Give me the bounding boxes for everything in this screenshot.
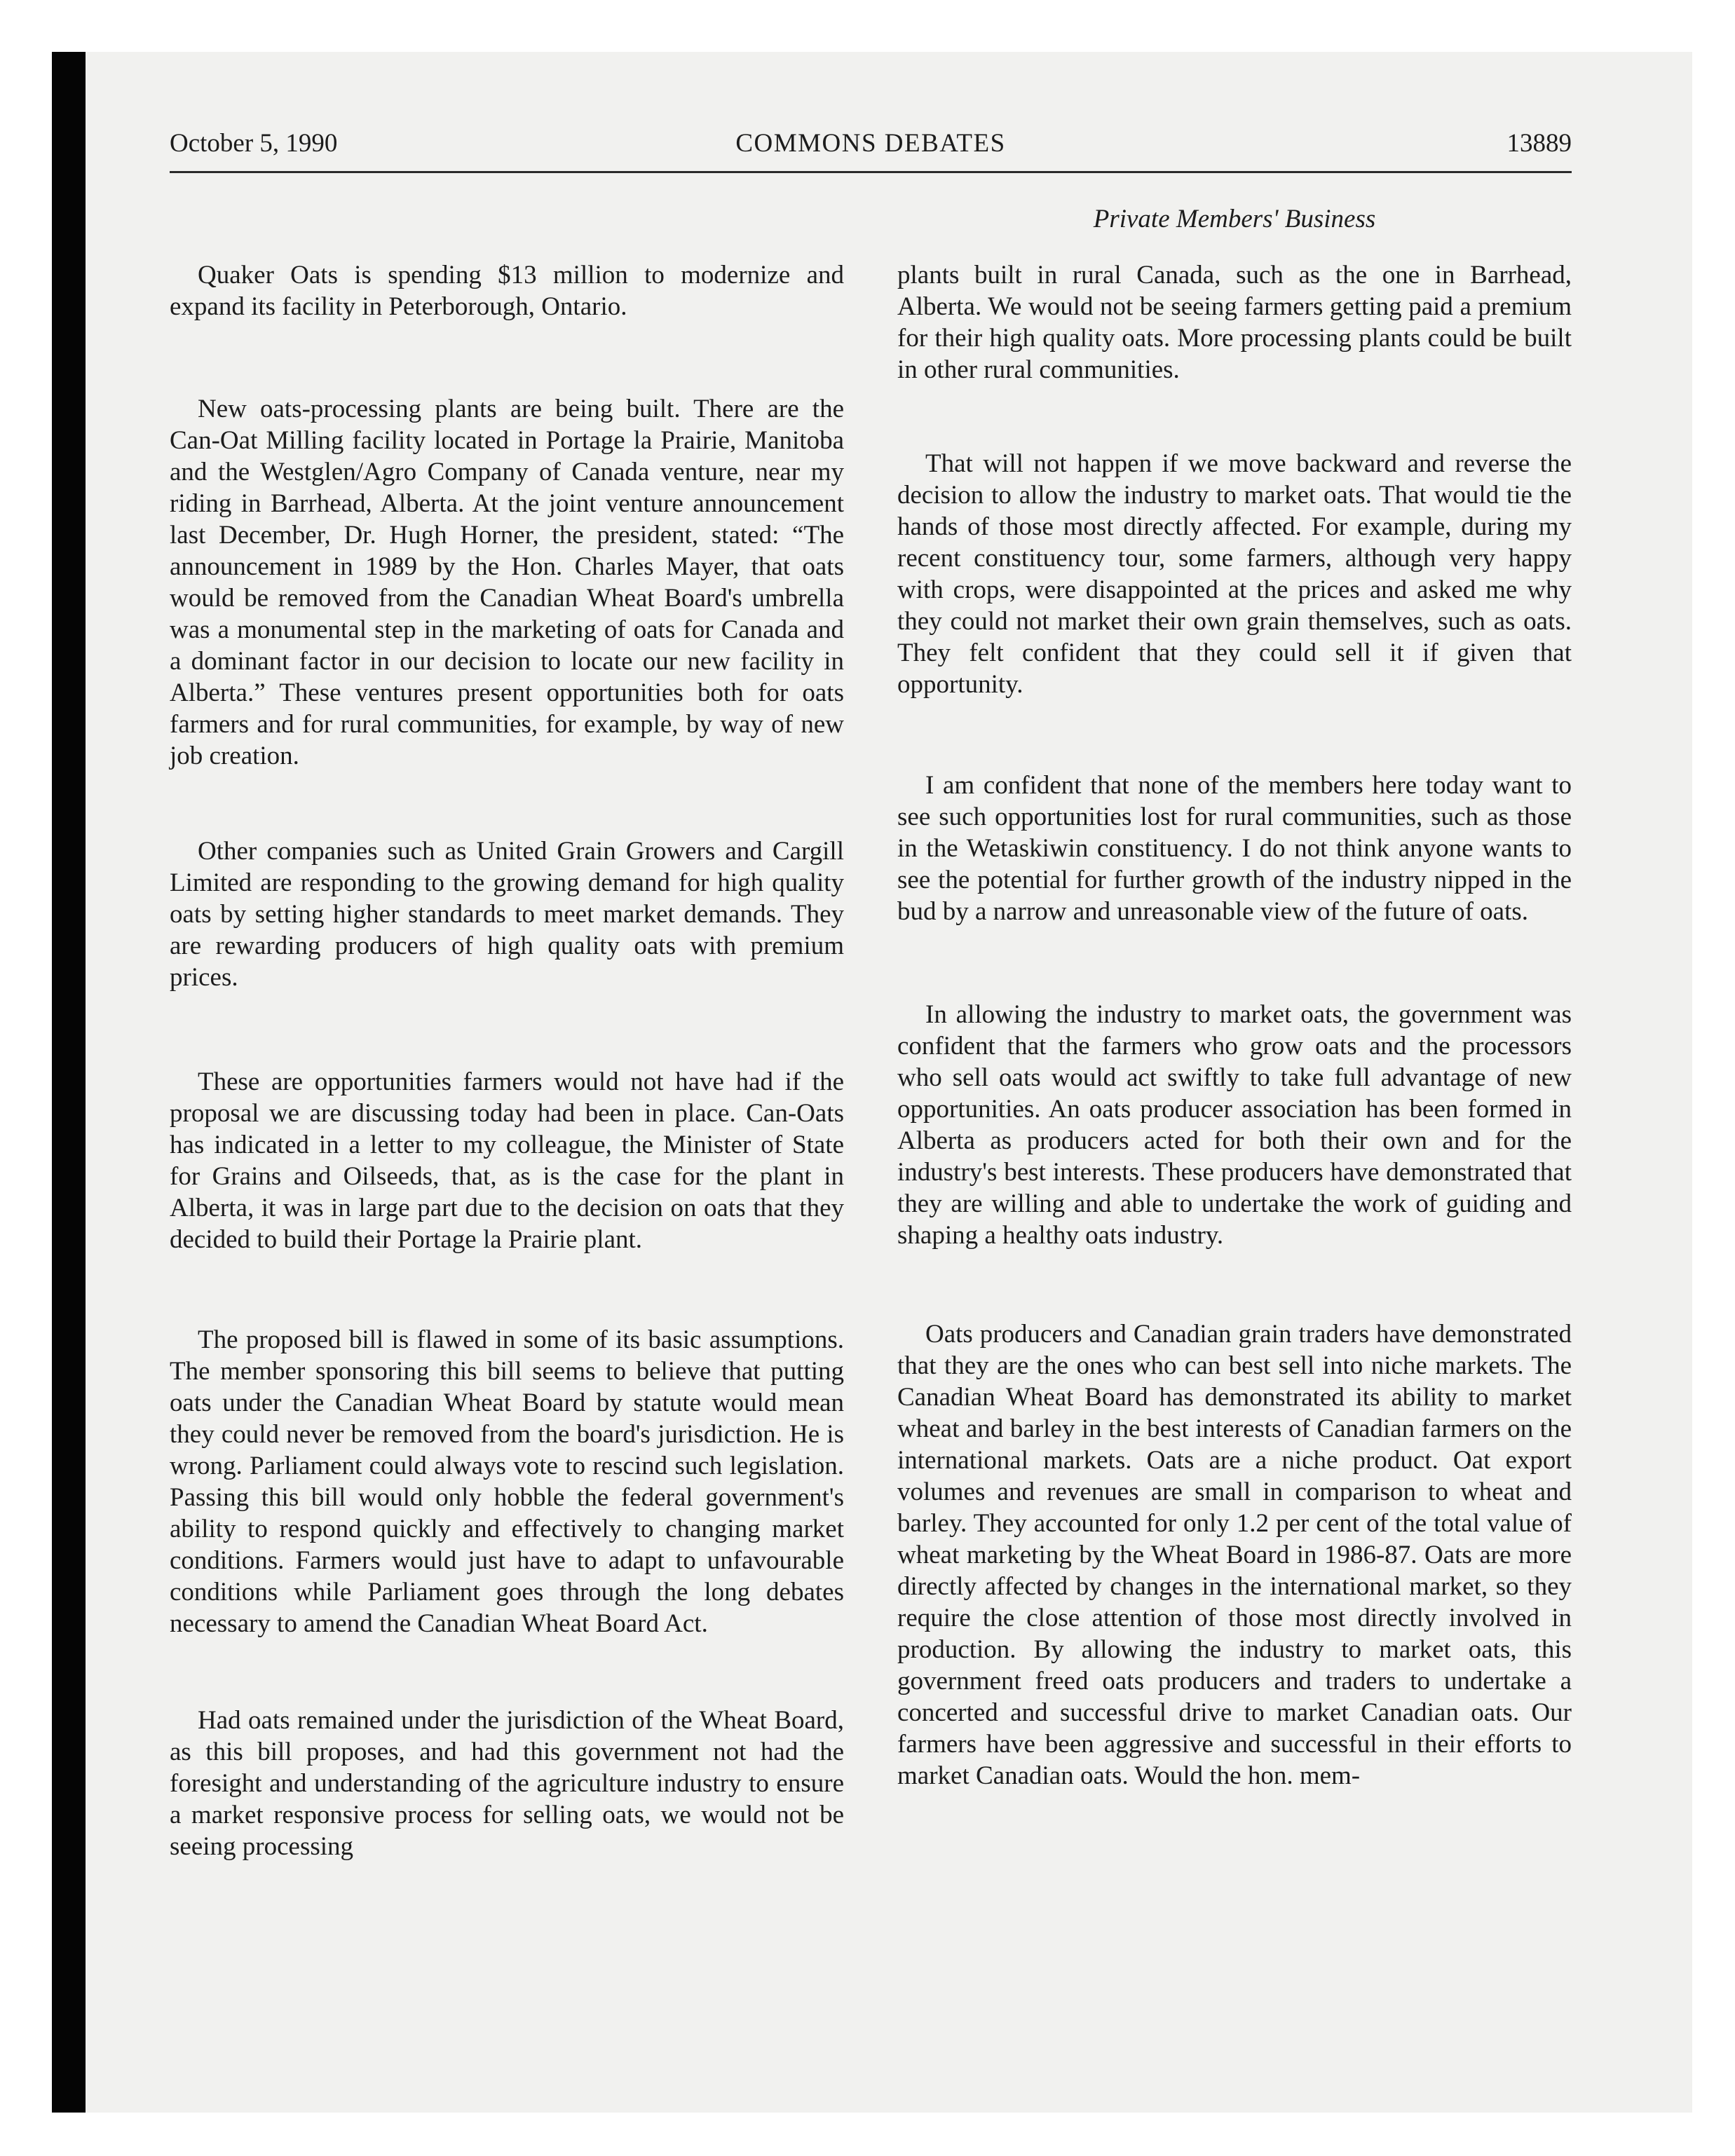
paragraph: Had oats remained under the jurisdiction of the Wheat Board, as this bill proposes, and had this government not had the foresight and understanding of the agriculture industry to ensure a market responsive process for selling oats, we would not be seeing processing (170, 1706, 844, 1861)
paragraph: I am confident that none of the members here today want to see such opportunities lost for rural communities, such as those in the Wetaskiwin constituency. I do not think anyone wants to see the potential for further growth of the industry nipped in the bud by a narrow and unreasonable view of the future of oats. (897, 771, 1572, 926)
header-page-number: 13889 (1506, 129, 1572, 158)
paragraph-continued: plants built in rural Canada, such as the one in Barrhead, Alberta. We would not be seeing farmers getting paid a premium for their high quality oats. More processing plants could be built in other rural communities. (897, 261, 1572, 384)
left-column (170, 259, 844, 1862)
paragraph: In allowing the industry to market oats, the government was confident that the farmers who grow oats and the processors who sell oats would act swiftly to take full advantage of new opportunities. An oats producer association has been formed in Alberta as producers acted for both their own and for the industry's best interests. These producers have demonstrated that they are willing and able to undertake the work of guiding and shaping a healthy oats industry. (897, 1000, 1572, 1250)
paragraph: That will not happen if we move backward and reverse the decision to allow the industry to market oats. That would tie the hands of those most directly affected. For example, during my recent constituency tour, some farmers, although very happy with crops, were disappointed at the prices and asked me why they could not market their own grain themselves, such as oats. They felt confident that they could sell it if given that opportunity. (897, 449, 1572, 699)
paragraph: Other companies such as United Grain Growers and Cargill Limited are responding to the growing demand for high quality oats by setting higher standards to meet market demands. They are rewarding producers of high quality oats with premium prices. (170, 837, 844, 992)
right-column (897, 259, 1572, 1792)
running-head (170, 125, 1572, 173)
header-publication-title: COMMONS DEBATES (735, 129, 1006, 158)
section-heading: Private Members' Business (1093, 205, 1376, 233)
paragraph: Quaker Oats is spending $13 million to modernize and expand its facility in Peterborough, Ontario. (170, 261, 844, 321)
paragraph: Oats producers and Canadian grain traders have demonstrated that they are the ones who can best sell into niche markets. The Canadian Wheat Board has demonstrated its ability to market wheat and barley in the best interests of Canadian farmers on the international markets. Oats are a niche product. Oat export volumes and revenues are small in comparison to wheat and barley. They accounted for only 1.2 per cent of the total value of wheat marketing by the Wheat Board in 1986-87. Oats are more directly affected by changes in the international market, so they require the close attention of those most directly involved in production. By allowing the industry to market oats, this government freed oats producers and traders to undertake a concerted and successful drive to market Canadian oats. Our farmers have been aggressive and successful in their efforts to market Canadian oats. Would the hon. mem- (897, 1320, 1572, 1790)
scan-binding-edge (52, 52, 86, 2113)
header-date: October 5, 1990 (170, 129, 338, 158)
paragraph: These are opportunities farmers would not have had if the proposal we are discussing today had been in place. Can-Oats has indicated in a letter to my colleague, the Minister of State for Grains and Oilseeds, that, as is the case for the plant in Alberta, it was in large part due to the decision on oats that they decided to build their Portage la Prairie plant. (170, 1067, 844, 1254)
paragraph: The proposed bill is flawed in some of its basic assumptions. The member sponsoring this bill seems to believe that putting oats under the Canadian Wheat Board by statute would mean they could never be removed from the board's jurisdiction. He is wrong. Parliament could always vote to rescind such legislation. Passing this bill would only hobble the federal government's ability to respond quickly and effectively to changing market conditions. Farmers would just have to adapt to unfavourable conditions while Parliament goes through the long debates necessary to amend the Canadian Wheat Board Act. (170, 1325, 844, 1638)
paragraph: New oats-processing plants are being built. There are the Can-Oat Milling facility located in Portage la Prairie, Manitoba and the Westglen/Agro Company of Canada venture, near my riding in Barrhead, Alberta. At the joint venture announcement last December, Dr. Hugh Horner, the president, stated: “The announcement in 1989 by the Hon. Charles Mayer, that oats would be removed from the Canadian Wheat Board's umbrella was a monumental step in the marketing of oats for Canada and a dominant factor in our decision to locate our new facility in Alberta.” These ventures present opportunities both for oats farmers and for rural communities, for example, by way of new job creation. (170, 395, 844, 770)
